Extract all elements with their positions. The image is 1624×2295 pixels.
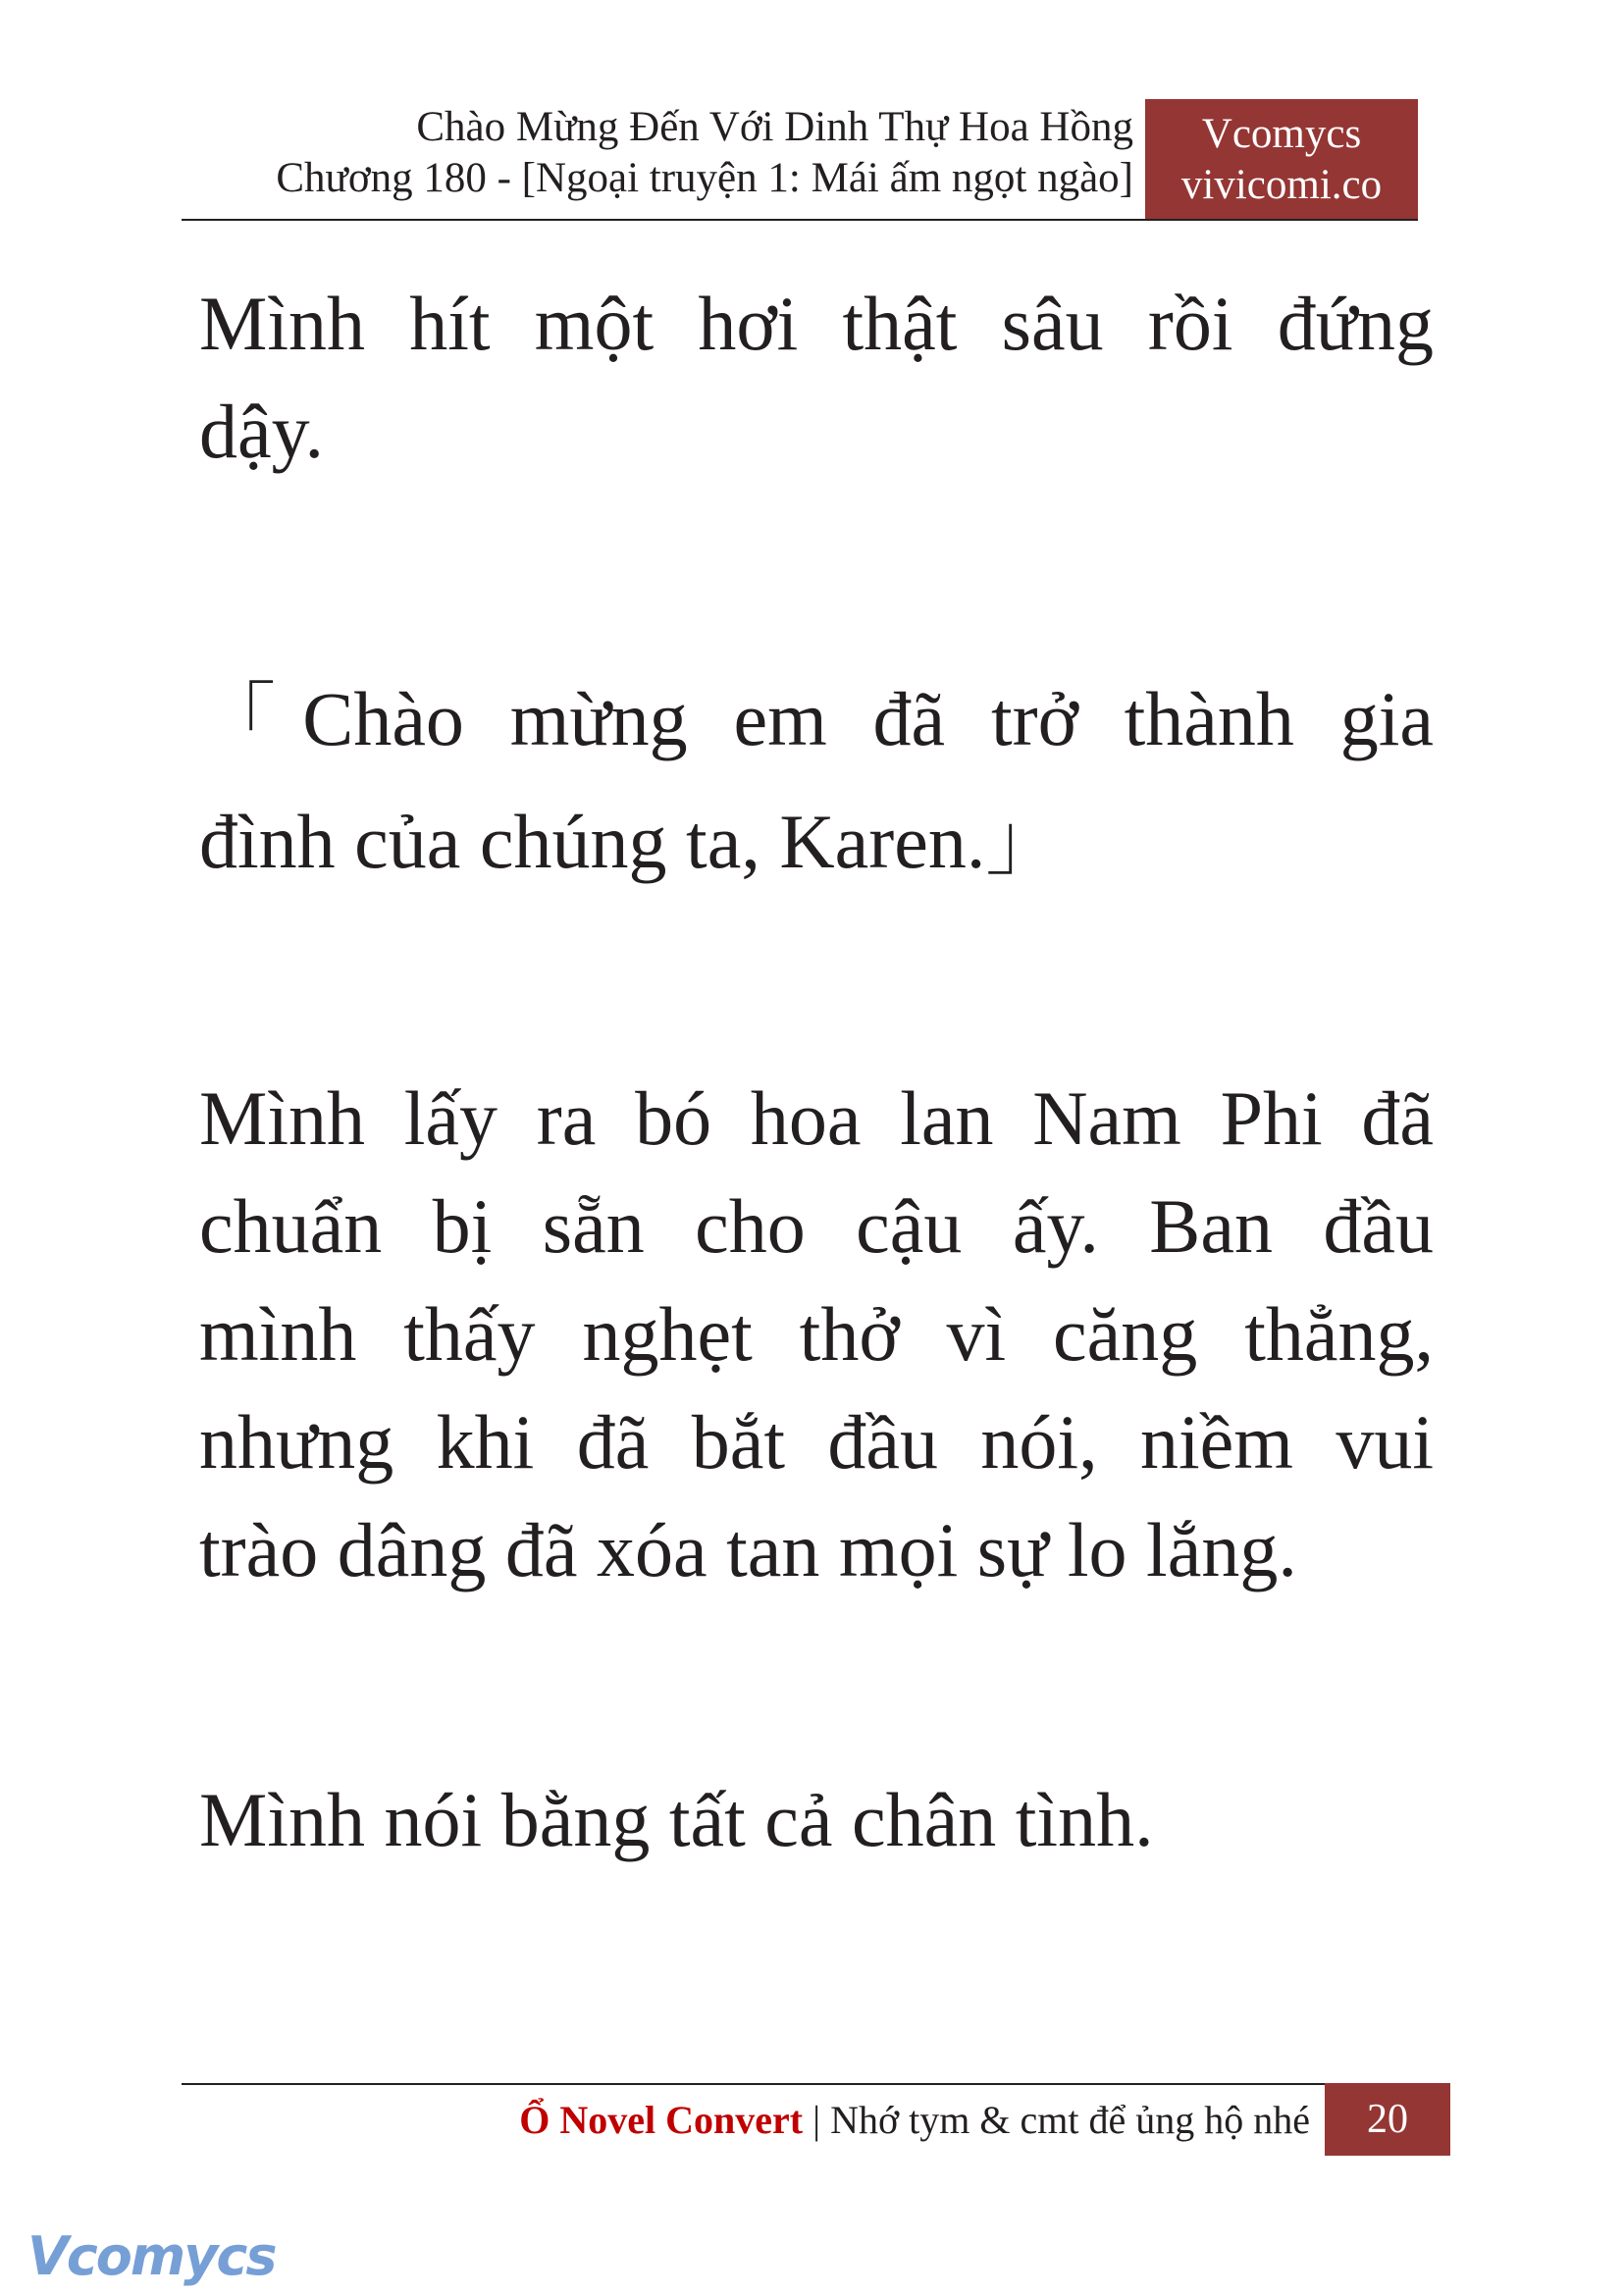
paragraph-line: đình của chúng ta, Karen.」 <box>199 799 1063 884</box>
paragraph-2 <box>199 657 1434 903</box>
footer-note <box>519 2095 1310 2146</box>
brand-site: vivicomi.co <box>1180 162 1383 208</box>
brand-name: Vcomycs <box>1201 111 1362 157</box>
paragraph-line: Mình hít một hơi thật sâu rồi đứng <box>199 281 1434 366</box>
paragraph-1 <box>199 270 1434 486</box>
paragraph-line: nhưng khi đã bắt đầu nói, niềm vui <box>199 1399 1434 1485</box>
book-title: Chào Mừng Đến Với Dinh Thự Hoa Hồng <box>416 104 1133 150</box>
paragraph-line: trào dâng đã xóa tan mọi sự lo lắng. <box>199 1507 1297 1592</box>
paragraph-line: chuẩn bị sẵn cho cậu ấy. Ban đầu <box>199 1183 1434 1269</box>
paragraph-line: Mình lấy ra bó hoa lan Nam Phi đã <box>199 1075 1434 1161</box>
footer-separator: | <box>812 2098 821 2142</box>
page-number: 20 <box>1325 2083 1450 2156</box>
watermark-logo: Vcomycs <box>27 2225 276 2287</box>
paragraph-line: Mình nói bằng tất cả chân tình. <box>199 1777 1154 1862</box>
chapter-title: Chương 180 - [Ngoại truyện 1: Mái ấm ngọt ngào] <box>276 155 1133 201</box>
footer-message: Nhớ tym & cmt để ủng hộ nhé <box>830 2098 1310 2142</box>
footer-brand: Ổ Novel Convert <box>519 2098 804 2142</box>
paragraph-3 <box>199 1065 1434 1604</box>
paragraph-line: 「Chào mừng em đã trở thành gia <box>199 676 1434 761</box>
paragraph-4 <box>199 1766 1434 1874</box>
running-header <box>276 102 1133 204</box>
header-brand-box <box>1145 99 1418 221</box>
header-divider <box>182 219 1418 221</box>
paragraph-line: dậy. <box>199 389 325 474</box>
footer-divider <box>182 2083 1325 2085</box>
paragraph-line: mình thấy nghẹt thở vì căng thẳng, <box>199 1291 1434 1377</box>
